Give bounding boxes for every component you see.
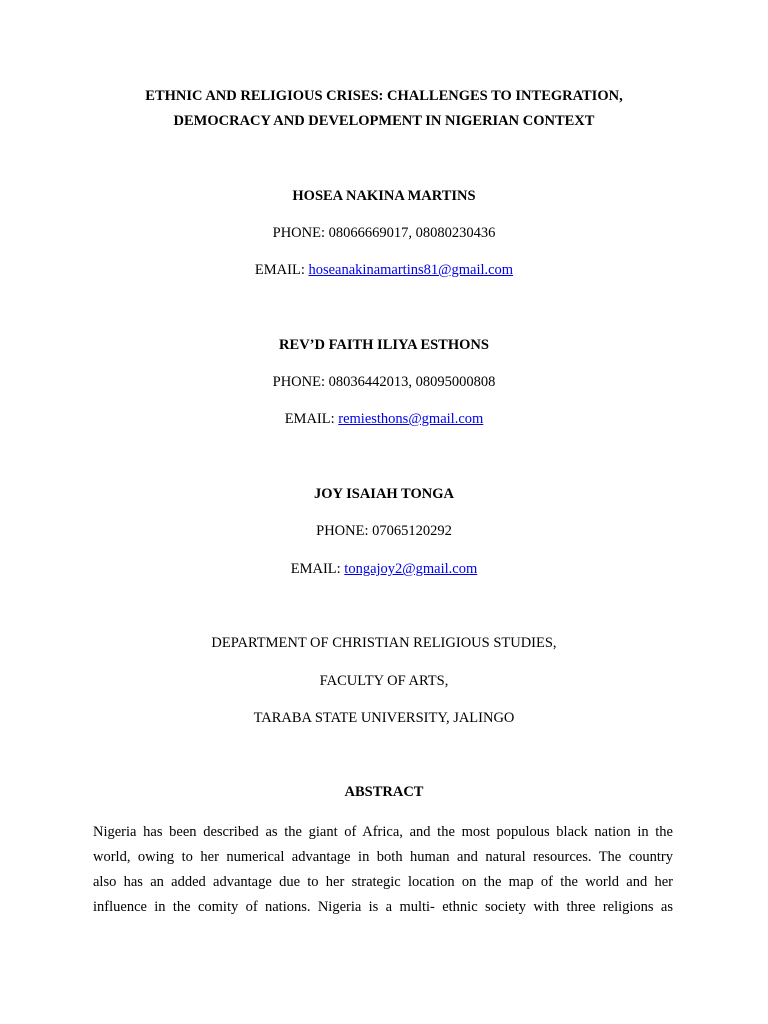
author-phone-3: PHONE: 07065120292 [316, 523, 452, 539]
paper-title-line-1: ETHNIC AND RELIGIOUS CRISES: CHALLENGES TO INTEGRATION, [145, 88, 623, 104]
email-link-2[interactable]: remiesthons@gmail.com [338, 411, 484, 427]
paper-title-line-2: DEMOCRACY AND DEVELOPMENT IN NIGERIAN CONTEXT [173, 113, 595, 129]
affiliation-department: DEPARTMENT OF CHRISTIAN RELIGIOUS STUDIES, [211, 635, 557, 651]
abstract-body [93, 820, 673, 920]
author-email-line-1 [0, 261, 768, 279]
email-label: EMAIL: [254, 262, 309, 278]
author-name-3: JOY ISAIAH TONGA [314, 486, 454, 502]
email-label: EMAIL: [290, 561, 345, 577]
abstract-heading: ABSTRACT [344, 784, 424, 800]
author-phone-1: PHONE: 08066669017, 08080230436 [272, 225, 496, 241]
affiliation-faculty: FACULTY OF ARTS, [319, 673, 449, 689]
author-name-2: REV’D FAITH ILIYA ESTHONS [279, 337, 489, 353]
author-phone-2: PHONE: 08036442013, 08095000808 [272, 374, 496, 390]
author-email-line-3 [0, 560, 768, 578]
author-email-line-2 [0, 410, 768, 428]
email-link-1[interactable]: hoseanakinamartins81@gmail.com [308, 262, 514, 278]
email-link-3[interactable]: tongajoy2@gmail.com [344, 561, 478, 577]
author-name-1: HOSEA NAKINA MARTINS [292, 188, 476, 204]
affiliation-university: TARABA STATE UNIVERSITY, JALINGO [253, 710, 515, 726]
email-label: EMAIL: [284, 411, 339, 427]
abstract-line: world, owing to her numerical advantage in both human and natural resources. The country [93, 849, 673, 865]
abstract-line: also has an added advantage due to her strategic location on the map of the world and her [93, 874, 673, 890]
abstract-line: Nigeria has been described as the giant of Africa, and the most populous black nation in the [93, 824, 673, 840]
abstract-line: influence in the comity of nations. Nigeria is a multi- ethnic society with three religions as [93, 899, 673, 915]
